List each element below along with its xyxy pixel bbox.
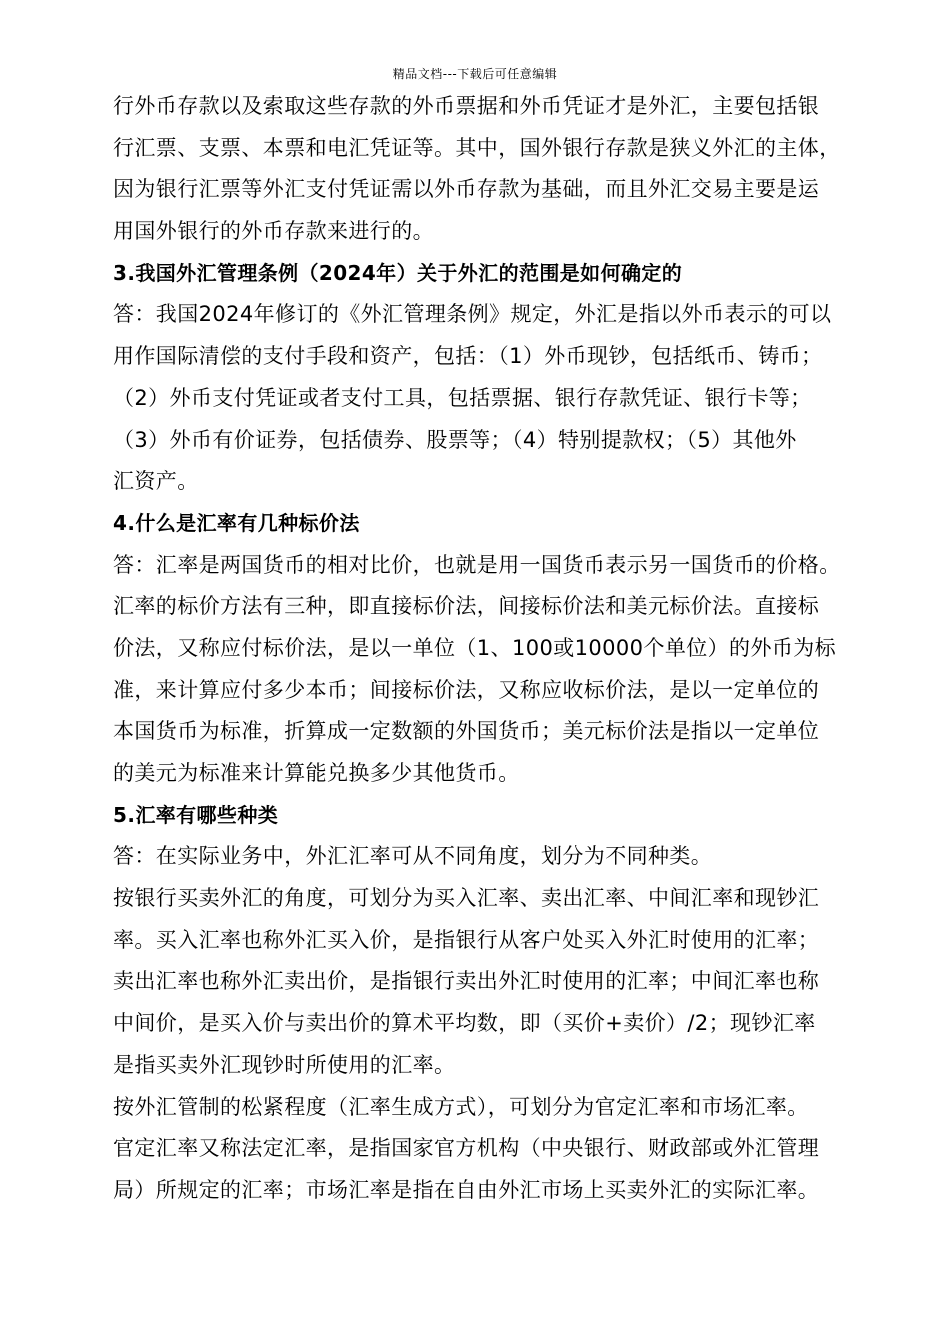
- paragraph-line: 准，来计算应付多少本币；间接标价法，又称应收标价法，是以一定单位的: [113, 677, 820, 702]
- paragraph-line: 的美元为标准来计算能兑换多少其他货币。: [113, 761, 520, 785]
- paragraph-line: 汇资产。: [113, 469, 199, 494]
- paragraph-line: 用作国际清偿的支付手段和资产，包括：（1）外币现钞，包括纸币、铸币；: [113, 344, 823, 369]
- section-heading: 4.什么是汇率有几种标价法: [113, 510, 360, 535]
- paragraph-line: （3）外币有价证券，包括债券、股票等；（4）特别提款权；（5）其他外: [113, 427, 797, 452]
- paragraph-line: 行外币存款以及索取这些存款的外币票据和外币凭证才是外汇，主要包括银: [113, 94, 820, 118]
- paragraph-line: 局）所规定的汇率；市场汇率是指在自由外汇市场上买卖外汇的实际汇率。: [113, 1177, 820, 1202]
- section-heading: 5.汇率有哪些种类: [113, 802, 279, 827]
- paragraph-line: 官定汇率又称法定汇率，是指国家官方机构（中央银行、财政部或外汇管理: [113, 1136, 820, 1161]
- paragraph-line: 本国货币为标准，折算成一定数额的外国货币；美元标价法是指以一定单位: [113, 719, 820, 744]
- paragraph-line: 答：我国2024年修订的《外汇管理条例》规定，外汇是指以外币表示的可以: [113, 302, 832, 327]
- paragraph-line: 价法，又称应付标价法，是以一单位（1、100或10000个单位）的外币为标: [113, 635, 837, 660]
- paragraph-line: 答：在实际业务中，外汇汇率可从不同角度，划分为不同种类。: [113, 844, 713, 869]
- paragraph-line: 是指买卖外汇现钞时所使用的汇率。: [113, 1052, 456, 1077]
- paragraph-line: 用国外银行的外币存款来进行的。: [113, 219, 434, 244]
- section-heading: 3.我国外汇管理条例（2024年）关于外汇的范围是如何确定的: [113, 260, 683, 285]
- paragraph-line: 因为银行汇票等外汇支付凭证需以外币存款为基础，而且外汇交易主要是运: [113, 177, 820, 202]
- paragraph-line: 按银行买卖外汇的角度，可划分为买入汇率、卖出汇率、中间汇率和现钞汇: [113, 886, 820, 911]
- document-body: [113, 86, 873, 1212]
- paragraph-line: 卖出汇率也称外汇卖出价，是指银行卖出外汇时使用的汇率；中间汇率也称: [113, 969, 820, 994]
- paragraph-line: 中间价，是买入价与卖出价的算术平均数，即（买价+卖价）/2；现钞汇率: [113, 1011, 816, 1036]
- paragraph-line: 行汇票、支票、本票和电汇凭证等。其中，国外银行存款是狭义外汇的主体，: [113, 135, 841, 160]
- paragraph-line: 按外汇管制的松紧程度（汇率生成方式），可划分为官定汇率和市场汇率。: [113, 1094, 809, 1119]
- paragraph-line: 答：汇率是两国货币的相对比价，也就是用一国货币表示另一国货币的价格。: [113, 552, 841, 577]
- paragraph-line: （2）外币支付凭证或者支付工具，包括票据、银行存款凭证、银行卡等；: [113, 385, 812, 410]
- paragraph-line: 汇率的标价方法有三种，即直接标价法，间接标价法和美元标价法。直接标: [113, 594, 820, 619]
- page-header: 精品文档---下载后可任意编辑: [392, 67, 558, 81]
- paragraph-line: 率。买入汇率也称外汇买入价，是指银行从客户处买入外汇时使用的汇率；: [113, 927, 820, 952]
